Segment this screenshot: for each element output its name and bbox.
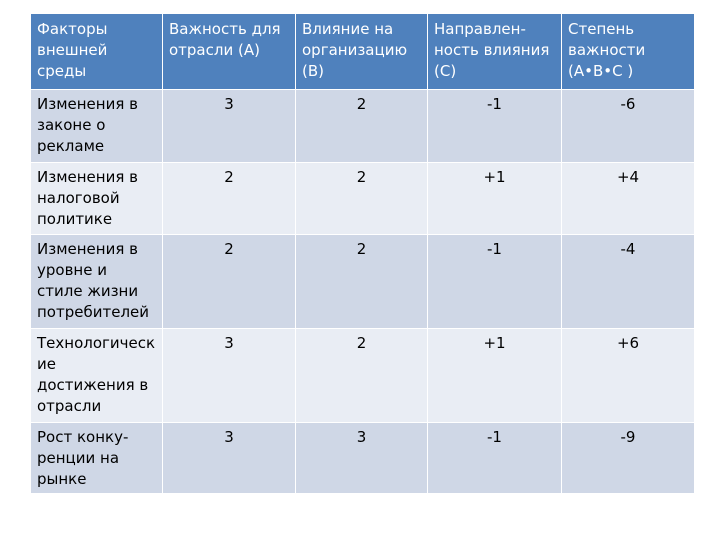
importance-cell: 3 <box>163 329 296 423</box>
direction-cell: +1 <box>428 329 562 423</box>
factor-cell: Технологическ ие достижения в отрасли <box>31 329 163 423</box>
importance-cell: 3 <box>163 423 296 494</box>
header-degree: Степень важности (А•В•С ) <box>562 14 695 90</box>
table-row <box>31 90 695 163</box>
external-factors-table <box>30 13 695 494</box>
factors-table-container <box>30 13 695 494</box>
direction-cell: +1 <box>428 163 562 235</box>
header-factors: Факторы внешней среды <box>31 14 163 90</box>
table-row <box>31 423 695 494</box>
degree-cell: -9 <box>562 423 695 494</box>
importance-cell: 2 <box>163 235 296 329</box>
degree-cell: +4 <box>562 163 695 235</box>
table-row <box>31 329 695 423</box>
degree-cell: -6 <box>562 90 695 163</box>
importance-cell: 2 <box>163 163 296 235</box>
degree-cell: -4 <box>562 235 695 329</box>
factor-cell: Изменения в уровне и стиле жизни потребителей <box>31 235 163 329</box>
header-row <box>31 14 695 90</box>
influence-cell: 2 <box>296 235 428 329</box>
direction-cell: -1 <box>428 235 562 329</box>
influence-cell: 2 <box>296 163 428 235</box>
influence-cell: 3 <box>296 423 428 494</box>
influence-cell: 2 <box>296 329 428 423</box>
header-influence: Влияние на организацию (В) <box>296 14 428 90</box>
factor-cell: Изменения в законе о рекламе <box>31 90 163 163</box>
factor-cell: Рост конку-ренции на рынке <box>31 423 163 494</box>
header-importance: Важность для отрасли (А) <box>163 14 296 90</box>
header-direction: Направлен-ность влияния (С) <box>428 14 562 90</box>
degree-cell: +6 <box>562 329 695 423</box>
direction-cell: -1 <box>428 90 562 163</box>
factor-cell: Изменения в налоговой политике <box>31 163 163 235</box>
importance-cell: 3 <box>163 90 296 163</box>
influence-cell: 2 <box>296 90 428 163</box>
table-row <box>31 163 695 235</box>
direction-cell: -1 <box>428 423 562 494</box>
table-row <box>31 235 695 329</box>
